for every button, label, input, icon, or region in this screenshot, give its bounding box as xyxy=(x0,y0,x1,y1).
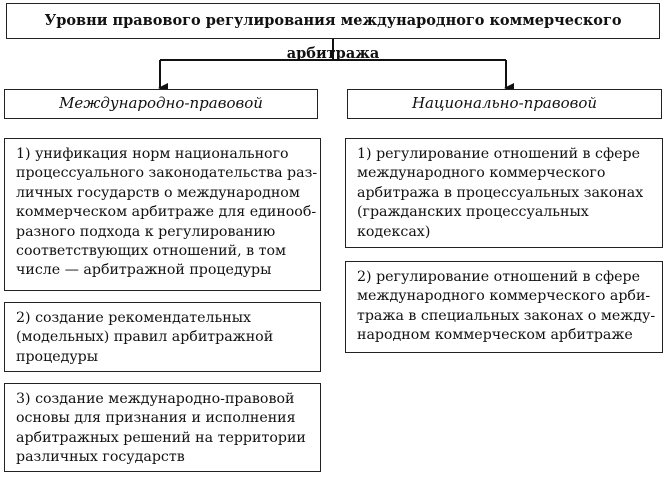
text-line: кодексах) xyxy=(357,223,431,240)
text-line: процедуры xyxy=(16,348,99,365)
left-item-3 xyxy=(4,383,321,472)
left-item-2 xyxy=(4,302,321,372)
right-item-2 xyxy=(345,261,663,353)
text-line: основы для признания и исполнения xyxy=(16,410,296,427)
text-line: 2) регулирование отношений в сфере xyxy=(357,269,640,285)
right-heading: Национально-правовой xyxy=(347,89,662,119)
text-line: различных государств xyxy=(16,449,185,466)
text-line: (гражданских процессуальных xyxy=(357,204,589,221)
text-line: международного коммерческого арби- xyxy=(357,288,651,305)
text-line: народном коммерческом арбитраже xyxy=(357,327,633,344)
text-line: (модельных) правил арбитражной xyxy=(16,329,274,346)
diagram-title: Уровни правового регулирования международного коммерческого арбитража xyxy=(6,3,660,39)
text-line: 1) регулирование отношений в сфере xyxy=(357,146,640,162)
text-line: процессуального законодательства раз- xyxy=(16,165,318,182)
left-item-1 xyxy=(4,138,321,291)
text-line: арбитражных решений на территории xyxy=(16,429,306,446)
text-line: 1) унификация норм национального xyxy=(16,146,289,162)
text-line: арбитража в процессуальных законах xyxy=(357,184,644,201)
text-line: личных государств о международном xyxy=(16,184,300,201)
left-heading: Международно-правовой xyxy=(4,89,318,119)
text-line: соответствующих отношений, в том xyxy=(16,243,287,260)
right-item-1 xyxy=(345,138,663,248)
text-line: разного подхода к регулированию xyxy=(16,223,276,240)
text-line: коммерческом арбитраже для единооб- xyxy=(16,204,317,221)
text-line: числе — арбитражной процедуры xyxy=(16,262,272,279)
text-line: тража в специальных законах о между- xyxy=(357,307,656,324)
text-line: 3) создание международно-правовой xyxy=(16,391,295,407)
text-line: международного коммерческого xyxy=(357,165,606,182)
text-line: 2) создание рекомендательных xyxy=(16,310,252,326)
